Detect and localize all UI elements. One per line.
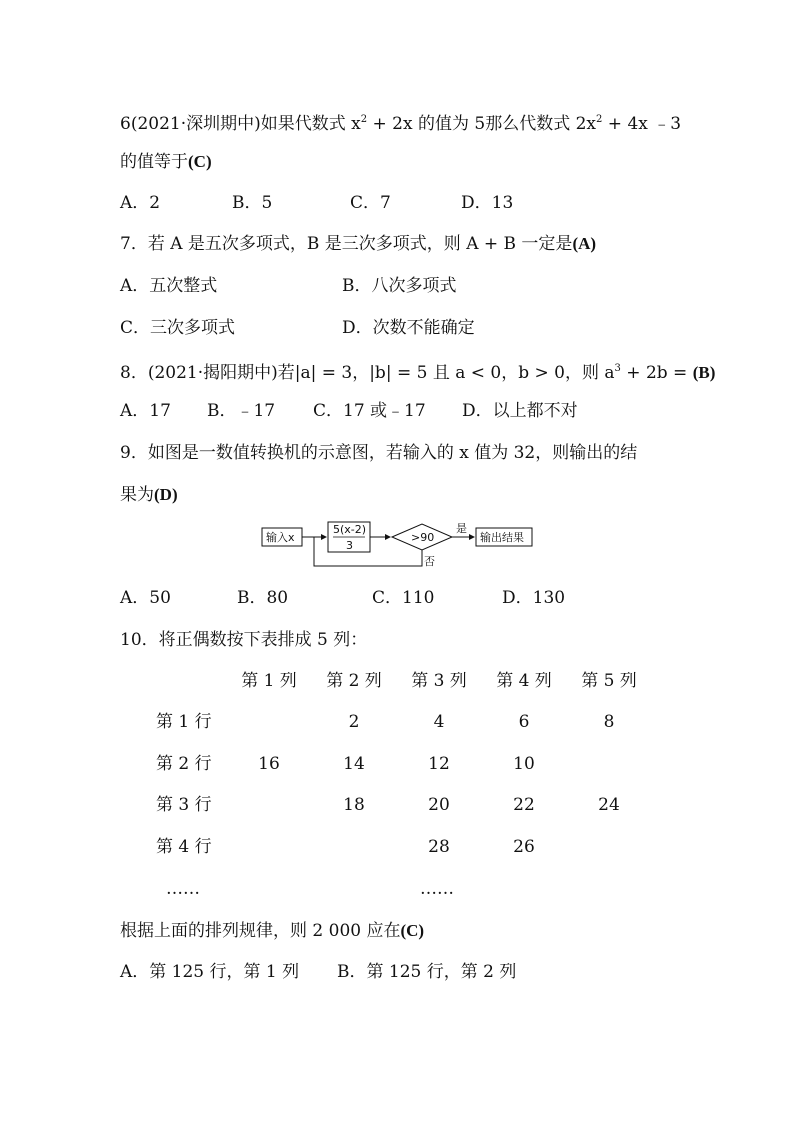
column-header-2: 第 2 列	[326, 671, 382, 691]
q7-option-b: B．八次多项式	[342, 276, 457, 296]
row-label-1: 第 1 行	[156, 712, 212, 732]
row-label-4: 第 4 行	[156, 837, 212, 857]
q7-option-a: A．五次整式	[120, 276, 218, 296]
row-label-2: 第 2 行	[156, 754, 212, 774]
q7-option-d: D．次数不能确定	[342, 318, 475, 338]
q6-option-b: B．5	[232, 193, 273, 213]
q6-stem-line1	[120, 108, 681, 136]
q8-answer: (B)	[692, 363, 716, 382]
q10-option-a: A．第 125 行，第 1 列	[120, 962, 300, 982]
column-header-5: 第 5 列	[581, 671, 637, 691]
formula-denominator: 3	[346, 539, 353, 552]
q8-stem-prefix: 8．(2021·揭阳期中)若|a| = 3，|b| = 5 且 a < 0，b > 0，则 a	[120, 363, 615, 383]
table-cell: 28	[428, 837, 450, 857]
q9-stem-line2-text: 果为	[120, 485, 154, 505]
q8-option-b: B．﹣17	[207, 401, 276, 421]
column-header-4: 第 4 列	[496, 671, 552, 691]
no-label: 否	[424, 555, 435, 568]
q6-answer: (C)	[188, 152, 212, 171]
table-cell: 20	[428, 795, 450, 815]
q7-stem	[120, 232, 596, 256]
q10-stem: 10．将正偶数按下表排成 5 列：	[120, 630, 368, 650]
table-cell: 14	[343, 754, 365, 774]
table-cell: 18	[343, 795, 365, 815]
q8-stem	[120, 357, 715, 385]
q6-stem-mid: + 2x 的值为 5那么代数式 2x	[367, 114, 597, 134]
flowchart-svg	[258, 520, 538, 572]
q8-option-a: A．17	[120, 401, 171, 421]
q7-stem-text: 7．若 A 是五次多项式，B 是三次多项式，则 A + B 一定是	[120, 234, 573, 254]
row-label-3: 第 3 行	[156, 795, 212, 815]
yes-label: 是	[456, 522, 467, 535]
q8-option-c: C．17 或﹣17	[313, 401, 426, 421]
q6-sup2: 2	[596, 114, 603, 125]
q6-option-c: C．7	[350, 193, 391, 213]
table-cell: 24	[598, 795, 620, 815]
table-cell: 10	[513, 754, 535, 774]
ellipsis-left: ……	[166, 879, 200, 899]
q9-option-b: B．80	[237, 588, 289, 608]
formula-numerator: 5(x-2)	[333, 523, 367, 536]
q9-answer: (D)	[154, 485, 178, 504]
column-header-1: 第 1 列	[241, 671, 297, 691]
q9-option-a: A．50	[120, 588, 171, 608]
q7-option-c: C．三次多项式	[120, 318, 236, 338]
q8-stem-tail: + 2b =	[620, 363, 693, 383]
table-cell: 26	[513, 837, 535, 857]
q6-option-d: D．13	[461, 193, 514, 213]
q10-question	[120, 919, 424, 943]
table-cell: 4	[433, 712, 445, 732]
column-header-3: 第 3 列	[411, 671, 467, 691]
q6-option-a: A．2	[120, 193, 161, 213]
decision-condition: >90	[411, 531, 435, 544]
q6-stem-line2	[120, 150, 212, 174]
input-label: 输入x	[266, 531, 295, 544]
q7-answer: (A)	[572, 234, 597, 253]
q6-stem-tail: + 4x ﹣3	[602, 114, 682, 134]
table-cell: 22	[513, 795, 535, 815]
q9-option-c: C．110	[372, 588, 435, 608]
q10-answer: (C)	[400, 921, 425, 940]
table-cell: 12	[428, 754, 450, 774]
ellipsis-right: ……	[420, 879, 454, 899]
q9-stem-line1: 9．如图是一数值转换机的示意图，若输入的 x 值为 32，则输出的结	[120, 443, 638, 463]
table-cell: 8	[603, 712, 615, 732]
q6-stem-line2-text: 的值等于	[120, 152, 188, 172]
q6-stem-prefix: 6(2021·深圳期中)如果代数式 x	[120, 114, 361, 134]
table-cell: 2	[348, 712, 360, 732]
q9-stem-line2	[120, 483, 178, 507]
q10-option-b: B．第 125 行，第 2 列	[337, 962, 517, 982]
table-cell: 16	[258, 754, 280, 774]
q8-option-d: D．以上都不对	[462, 401, 578, 421]
q6-sup1: 2	[360, 114, 368, 125]
q10-question-text: 根据上面的排列规律，则 2 000 应在	[120, 921, 401, 941]
table-cell: 6	[518, 712, 530, 732]
output-label: 输出结果	[480, 531, 524, 544]
conversion-flowchart	[258, 520, 538, 577]
q9-option-d: D．130	[502, 588, 566, 608]
q8-sup: 3	[614, 363, 621, 374]
